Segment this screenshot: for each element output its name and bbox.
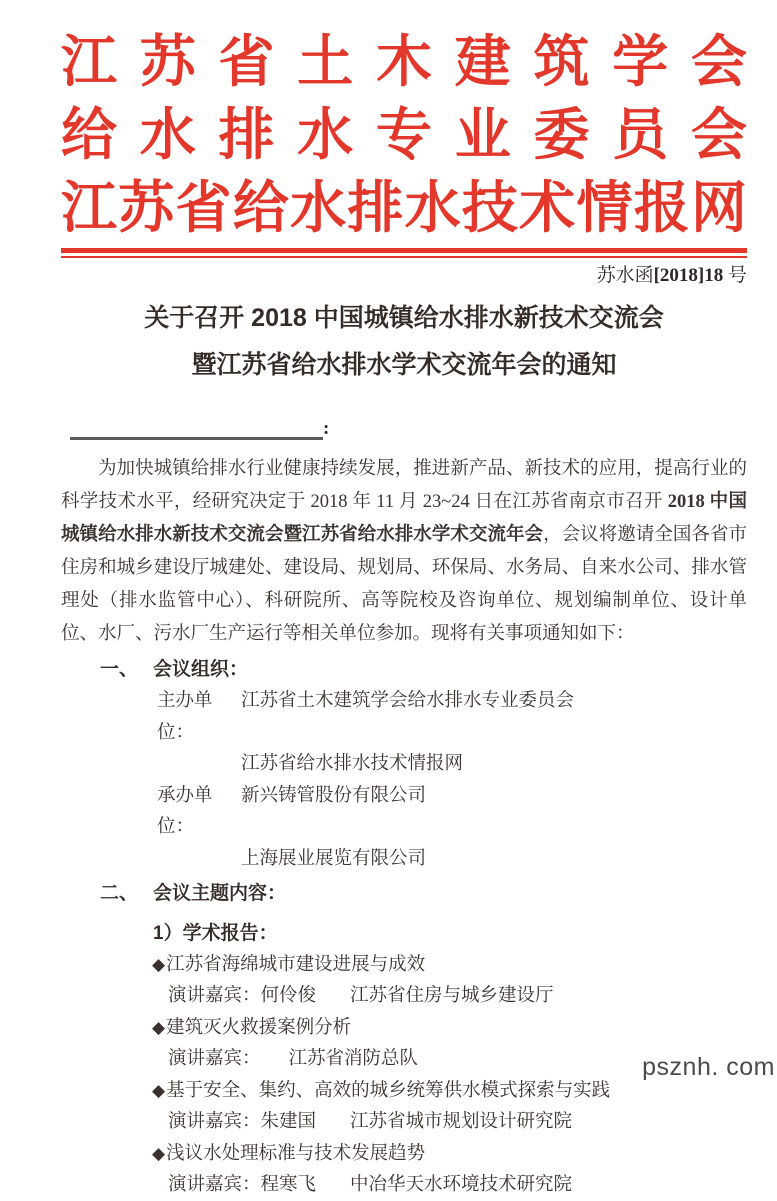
doc-number-issue: [2018]18 <box>653 265 724 286</box>
speaker-name: 何伶俊 <box>260 986 317 1006</box>
doc-number-prefix: 苏水函 <box>596 265 654 286</box>
org-row-host-2 <box>157 749 747 781</box>
intro-text-1: 为加快城镇给排水行业健康持续发展，推进新产品、新技术的应用，提高行业的科学技术水平，经研究决定于 2018 年 11 月 23~24 日在江苏省南京市召开 <box>61 459 747 512</box>
speaker-label: 演讲嘉宾： <box>168 1112 261 1132</box>
salutation-colon: : <box>323 418 330 439</box>
notice-title-line-2: 暨江苏省给水排水学术交流年会的通知 <box>191 351 617 379</box>
speaker-name: 程寒飞 <box>260 1175 317 1195</box>
org-name: 新兴铸管股份有限公司 <box>241 785 427 806</box>
topic-speaker-line <box>168 1107 747 1138</box>
section-number: 二、 <box>100 883 139 904</box>
topic-title-text: 江苏省海绵城市建设进展与成效 <box>166 955 426 975</box>
topic-speaker-line <box>168 981 747 1012</box>
organization-list <box>157 686 747 875</box>
topic-title-text: 基于安全、集约、高效的城乡统筹供水模式探索与实践 <box>166 1081 611 1101</box>
topic-item-3 <box>61 1075 747 1138</box>
org-role-label <box>157 844 241 876</box>
speaker-label: 演讲嘉宾： <box>168 1049 261 1069</box>
doc-number-suffix: 号 <box>723 265 747 286</box>
section-title: 会议组织： <box>153 659 249 680</box>
letterhead-org-line-2: 给 水 排 水 专 业 委 员 会 <box>61 105 747 167</box>
org-role-label: 主办单位： <box>157 691 213 743</box>
org-name: 江苏省给水排水技术情报网 <box>241 754 464 774</box>
topic-title-text: 建筑灭火救援案例分析 <box>166 1018 352 1038</box>
topic-speaker-line <box>168 1170 747 1201</box>
diamond-bullet-icon: ◆ <box>152 1018 166 1037</box>
intro-paragraph <box>61 453 747 651</box>
salutation-line <box>61 416 747 448</box>
org-role-label <box>157 749 241 781</box>
doc-number <box>61 262 747 289</box>
subsection-academic-reports: 1）学术报告： <box>153 923 278 944</box>
speaker-name: 朱建国 <box>260 1112 317 1132</box>
notice-title <box>61 295 747 389</box>
org-row-host-1 <box>157 686 747 749</box>
section-title: 会议主题内容： <box>153 883 287 904</box>
letterhead <box>61 27 747 246</box>
site-watermark: psznh. com <box>642 1053 775 1081</box>
org-row-organizer-2 <box>157 844 747 876</box>
diamond-bullet-icon: ◆ <box>152 1144 166 1163</box>
speaker-affiliation: 江苏省城市规划设计研究院 <box>350 1112 573 1132</box>
section-heading-organization <box>100 653 747 686</box>
speaker-affiliation: 中冶华天水环境技术研究院 <box>350 1175 573 1195</box>
speaker-affiliation: 江苏省消防总队 <box>288 1049 419 1069</box>
org-role-label: 承办单位： <box>157 785 213 837</box>
letterhead-org-line-3: 江苏省给水排水技术情报网 <box>61 178 747 240</box>
topic-title <box>152 1012 747 1044</box>
section-number: 一、 <box>100 659 139 680</box>
speaker-affiliation: 江苏省住房与城乡建设厅 <box>350 986 554 1006</box>
topic-title-text: 浅议水处理标准与技术发展趋势 <box>166 1144 426 1164</box>
intro-text-2: ，会议将邀请全国各省市住房和城乡建设厅城建处、建设局、规划局、环保局、水务局、自来水公司、排水管理处（排水监管中心）、科研院所、高等院校及咨询单位、规划编制单位、设计单位、水厂、污水厂生产运行等相关单位参加。现将有关事项通知如下： <box>61 525 747 644</box>
letterhead-divider-rule <box>61 248 747 258</box>
notice-title-line-1: 关于召开 2018 中国城镇给水排水新技术交流会 <box>144 304 664 332</box>
speaker-label: 演讲嘉宾： <box>168 986 261 1006</box>
diamond-bullet-icon: ◆ <box>152 955 166 974</box>
org-name: 上海展业展览有限公司 <box>241 848 427 869</box>
topic-title <box>152 1138 747 1170</box>
org-name: 江苏省土木建筑学会给水排水专业委员会 <box>241 691 575 711</box>
section-heading-themes <box>100 877 747 910</box>
org-row-organizer-1 <box>157 781 747 844</box>
recipient-blank-underline <box>70 416 323 440</box>
speaker-label: 演讲嘉宾： <box>168 1175 261 1195</box>
topic-title <box>152 949 747 981</box>
diamond-bullet-icon: ◆ <box>152 1081 166 1100</box>
letterhead-org-line-1: 江 苏 省 土 木 建 筑 学 会 <box>61 32 747 94</box>
topic-item-1 <box>61 949 747 1012</box>
topic-item-4 <box>61 1138 747 1201</box>
intro-highlight-conference-name: 2018 中国城镇给水排水新技术交流会暨江苏省给水排水学术交流年会 <box>61 492 747 545</box>
